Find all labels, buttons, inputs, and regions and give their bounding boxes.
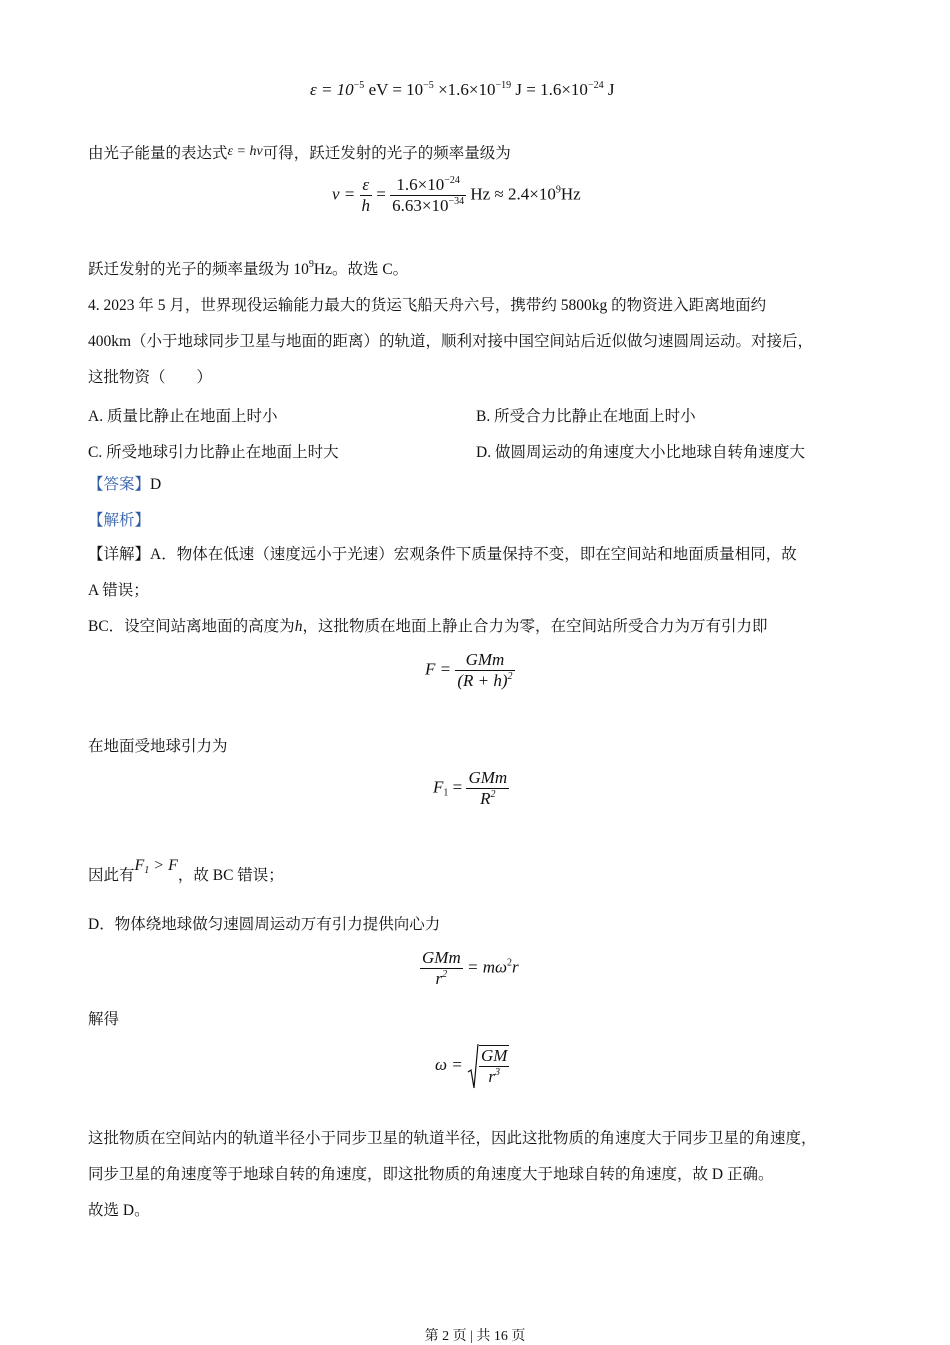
equation-gravity-ground: $F_1$ = $\frac{\text{GMm}}{R^2}$ <box>433 768 508 808</box>
detail-line-3: BC．设空间站离地面的高度为h，这批物质在地面上静止合力为零，在空间站所受合力为万有引力即 <box>88 618 768 635</box>
conclusion-line-2: 同步卫星的角速度等于地球自转的角速度，即这批物质的角速度大于地球自转的角速度，故 D 正确。 <box>88 1166 774 1183</box>
conclusion-line-1: 这批物质在空间站内的轨道半径小于同步卫星的轨道半径，因此这批物质的角速度大于同步卫星的角速度， <box>88 1130 817 1147</box>
option-a: A. 质量比静止在地面上时小 <box>88 408 278 425</box>
answer: 【答案】D <box>88 476 162 493</box>
equation-energy: $\varepsilon = 10^{-5}$ eV = $10^{-5} \times 1.6\times 10^{-19}$ $J = 1.6\times 10^{-24}$ J <box>310 80 615 99</box>
detail-line-2: A 错误； <box>88 582 149 599</box>
paragraph-frequency-conclusion: 跃迁发射的光子的频率量级为 $10^9Hz$。故选 C。 <box>88 259 409 278</box>
paragraph-ground-gravity: 在地面受地球引力为 <box>88 738 228 755</box>
equation-gravity-station: F = $\frac{\text{GMm}}{(R + h)^2}$ <box>425 650 513 690</box>
paragraph-solve: 解得 <box>88 1011 120 1028</box>
question-4-line-2: 400km（小于地球同步卫星与地面的距离）的轨道，顺利对接中国空间站后近似做匀速圆周运动。对接后， <box>88 333 814 350</box>
equation-centripetal: $\frac{\text{GMm}}{r^2}$ = $m\omega^2r$ <box>422 948 519 988</box>
question-4-line-1: 4. 2023 年 5 月，世界现役运输能力最大的货运飞船天舟六号，携带约 5800kg 的物资进入距离地面约 <box>88 297 767 314</box>
paragraph-photon-energy: 由光子能量的表达式ε = hν可得，跃迁发射的光子的频率量级为 <box>88 144 511 162</box>
option-b: B. 所受合力比静止在地面上时小 <box>476 408 696 425</box>
detail-line-1: 【详解】A．物体在低速（速度远小于光速）宏观条件下质量保持不变，即在空间站和地面质量相同，故 <box>88 546 797 563</box>
equation-frequency: ν = $\frac{\varepsilon}{h}$ = $\frac{1.6\times 10^{-24}}{6.63\times 10^{-34}}$ $Hz \approx 2.4\times 10^9Hz$ <box>332 175 581 215</box>
sqrt-symbol <box>467 1042 479 1090</box>
question-4-line-3: 这批物资（ ） <box>88 369 213 386</box>
final-answer: 故选 D。 <box>88 1202 150 1219</box>
paragraph-compare: 因此有$F_1 > F$，故 BC 错误； <box>88 857 284 884</box>
option-d: D. 做圆周运动的角速度大小比地球自转角速度大 <box>476 444 805 461</box>
page-footer: 第 2 页 | 共 16 页 <box>424 1329 526 1344</box>
analysis-tag: 【解析】 <box>88 512 151 529</box>
paragraph-d: D．物体绕地球做匀速圆周运动万有引力提供向心力 <box>88 916 441 933</box>
option-c: C. 所受地球引力比静止在地面上时大 <box>88 444 339 461</box>
equation-omega: ω = $\frac{GM}{r^3}$ <box>435 1042 509 1090</box>
